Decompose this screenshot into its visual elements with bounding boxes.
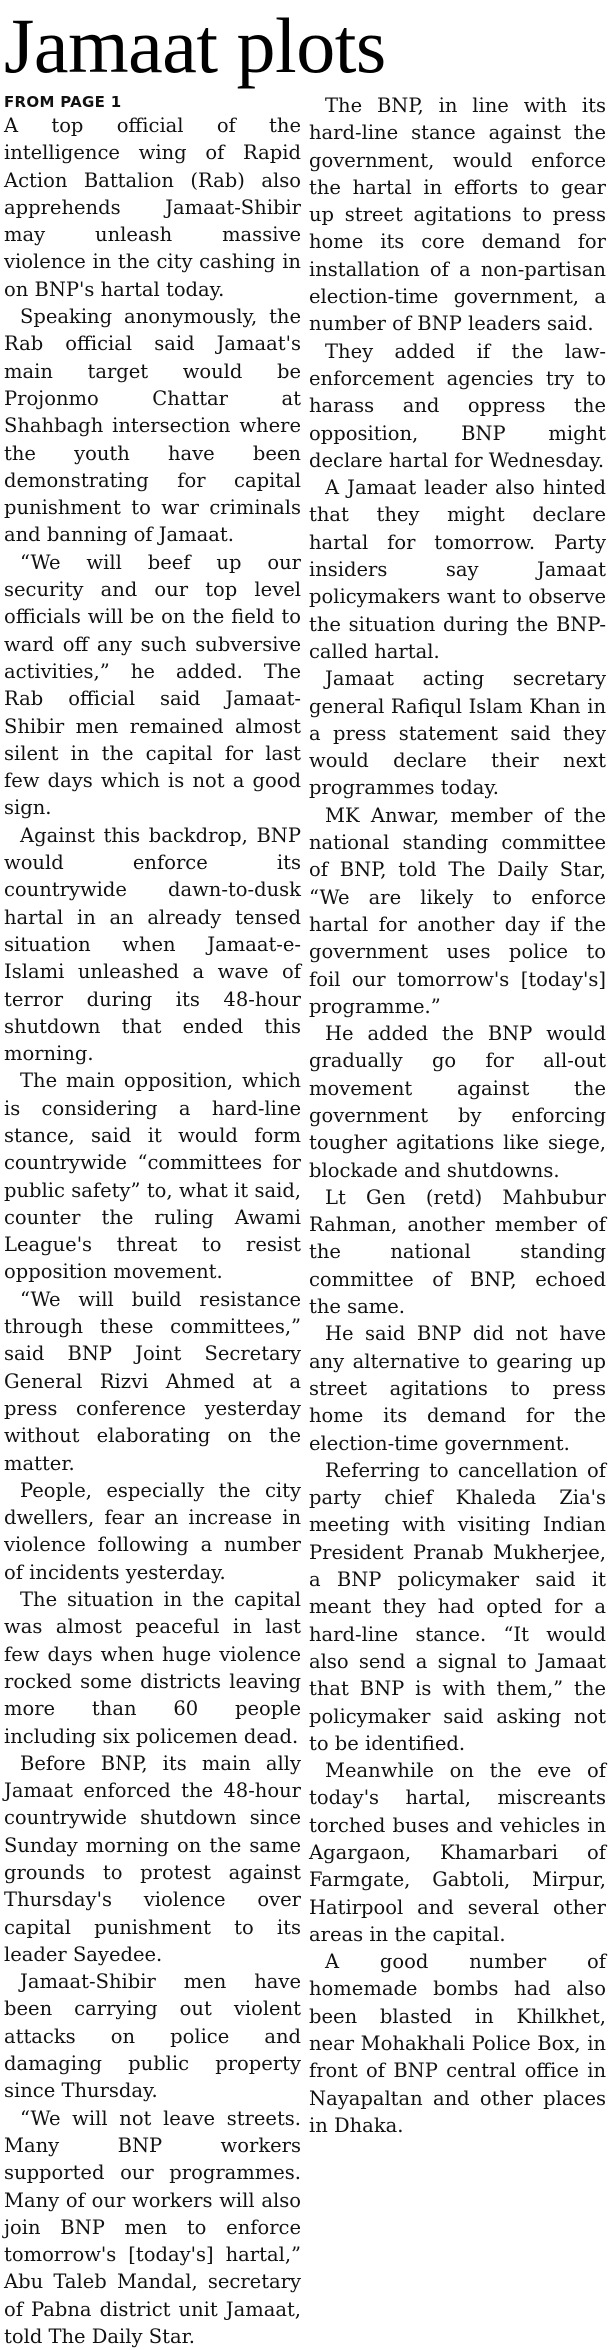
kicker: FROM PAGE 1 — [4, 93, 122, 111]
paragraph: People, especially the city dwellers, fear an increase in violence following a number of incidents yesterday. — [4, 1478, 301, 1584]
paragraph: The main opposition, which is considering a hard-line stance, said it would form countrywide “committees for public safety” to, what it said, counter the ruling Awami League's threat to resist opposition movement. — [4, 1069, 301, 1284]
paragraph: “We will not leave streets. Many BNP workers supported our programmes. Many of our workers will also join BNP men to enforce tomorrow's [today's] hartal,” Abu Taleb Mandal, secretary of Pabna district unit Jamaat, told The Daily Star. — [4, 2106, 301, 2349]
paragraph: “We will build resistance through these committees,” said BNP Joint Secretary General Rizvi Ahmed at a press conference yesterday without elaborating on the matter. — [4, 1287, 301, 1475]
paragraph: MK Anwar, member of the national standing committee of BNP, told The Daily Star, “We are likely to enforce hartal for another day if the government uses police to foil our tomorrow's [today's] programme.” — [309, 803, 606, 1018]
paragraph: He added the BNP would gradually go for all-out movement against the government by enforcing tougher agitations like siege, blockade and shutdowns. — [309, 1022, 606, 1182]
column-right — [309, 92, 606, 2350]
paragraph: Lt Gen (retd) Mahbubur Rahman, another member of the national standing committee of BNP, echoed the same. — [309, 1185, 606, 1319]
paragraph: Referring to cancellation of party chief Khaleda Zia's meeting with visiting Indian President Pranab Mukherjee, a BNP policymaker said it meant they had opted for a hard-line stance. “It would also send a signal to Jamaat that BNP is with them,” the policymaker said asking not to be identified. — [309, 1458, 606, 1755]
paragraph: He said BNP did not have any alternative to gearing up street agitations to press home its demand for the election-time government. — [309, 1322, 606, 1455]
article-body — [4, 92, 606, 2350]
paragraph: “We will beef up our security and our top level officials will be on the field to ward off any such subversive activities,” he added. The Rab official said Jamaat-Shibir men remained almost silent in the capital for last few days which is not a good sign. — [4, 550, 301, 820]
paragraph: Before BNP, its main ally Jamaat enforced the 48-hour countrywide shutdown since Sunday morning on the same grounds to protest against Thursday's violence over capital punishment to its leader Sayedee. — [4, 1751, 301, 1966]
paragraph: The BNP, in line with its hard-line stance against the government, would enforce the hartal in efforts to gear up street agitations to press home its core demand for installation of a non-partisan election-time government, a number of BNP leaders said. — [309, 94, 606, 336]
paragraph: Against this backdrop, BNP would enforce its countrywide dawn-to-dusk hartal in an already tensed situation when Jamaat-e-Islami unleashed a wave of terror during its 48-hour shutdown that ended this morning. — [4, 823, 301, 1066]
paragraph: A Jamaat leader also hinted that they might declare hartal for tomorrow. Party insiders say Jamaat policymakers want to observe the situation during the BNP-called hartal. — [309, 476, 606, 663]
paragraph: Meanwhile on the eve of today's hartal, miscreants torched buses and vehicles in Agargaon, Khamarbari of Farmgate, Gabtoli, Mirpur, Hatirpool and several other areas in the capital. — [309, 1759, 606, 1946]
paragraph: The situation in the capital was almost peaceful in last few days when huge violence rocked some districts leaving more than 60 people including six policemen dead. — [4, 1588, 301, 1748]
paragraph: Jamaat acting secretary general Rafiqul Islam Khan in a press statement said they would declare their next programmes today. — [309, 667, 606, 800]
paragraph: They added if the law-enforcement agencies try to harass and oppress the opposition, BNP might declare hartal for Wednesday. — [309, 339, 606, 472]
headline: Jamaat plots — [4, 2, 386, 89]
paragraph: Speaking anonymously, the Rab official said Jamaat's main target would be Projonmo Chattar at Shahbagh intersection where the youth have been demonstrating for capital punishment to war criminals and banning of Jamaat. — [4, 305, 301, 547]
paragraph: A good number of homemade bombs had also been blasted in Khilkhet, near Mohakhali Police Box, in front of BNP central office in Nayapaltan and other places in Dhaka. — [309, 1950, 606, 2137]
paragraph: A top official of the intelligence wing of Rapid Action Battalion (Rab) also apprehends Jamaat-Shibir may unleash massive violence in the city cashing in on BNP's hartal today. — [4, 114, 301, 301]
column-left — [4, 92, 301, 2350]
paragraph: Jamaat-Shibir men have been carrying out violent attacks on police and damaging public property since Thursday. — [4, 1970, 301, 2103]
